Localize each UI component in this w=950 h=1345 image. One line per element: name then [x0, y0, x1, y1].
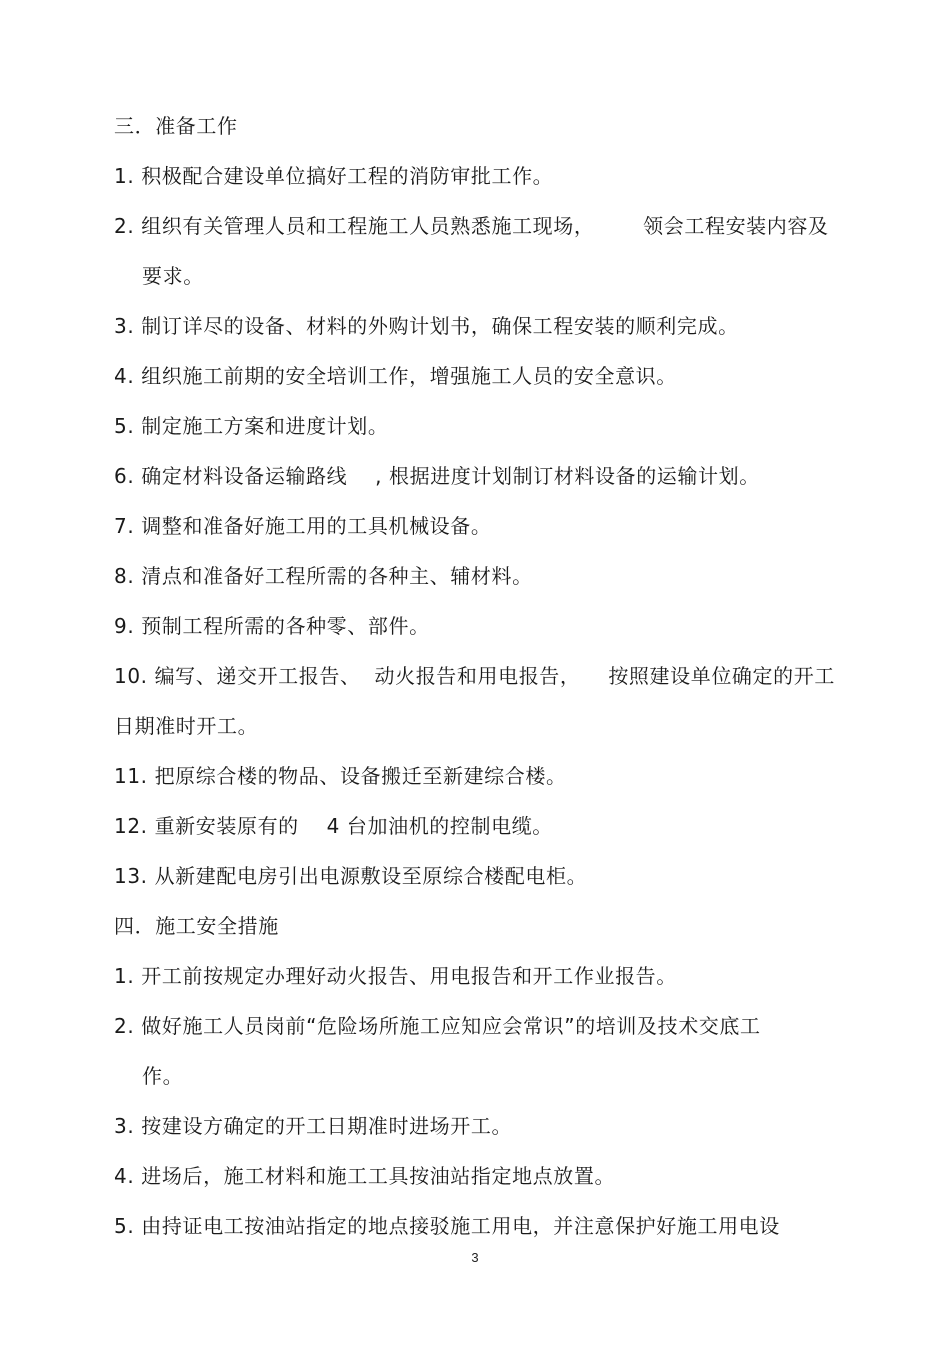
list-item-number: 7. [114, 514, 135, 538]
list-item [114, 663, 835, 689]
list-item-text: 组织有关管理人员和工程施工人员熟悉施工现场， 领会工程安装内容及 [141, 214, 829, 238]
list-item-text: 按建设方确定的开工日期准时进场开工。 [141, 1114, 513, 1138]
list-item [114, 763, 567, 789]
list-item [114, 463, 760, 489]
list-item [114, 163, 553, 189]
list-item-text: 调整和准备好施工用的工具机械设备。 [141, 514, 492, 538]
list-item-text: 确定材料设备运输路线 , 根据进度计划制订材料设备的运输计划。 [141, 464, 760, 488]
list-item-text: 清点和准备好工程所需的各种主、辅材料。 [141, 564, 533, 588]
list-item-number: 4. [114, 1164, 135, 1188]
list-item [114, 363, 677, 389]
list-item-number: 8. [114, 564, 135, 588]
list-item [114, 863, 587, 889]
list-item-text: 积极配合建设单位搞好工程的消防审批工作。 [141, 164, 554, 188]
list-item-text: 编写、递交开工报告、 动火报告和用电报告， 按照建设单位确定的开工 [154, 664, 835, 688]
list-item-number: 2. [114, 214, 135, 238]
list-item-text: 制定施工方案和进度计划。 [141, 414, 389, 438]
list-item-number: 13. [114, 864, 148, 888]
list-item [114, 313, 739, 339]
list-item-continuation: 要求。 [142, 264, 204, 288]
list-item-number: 5. [114, 414, 135, 438]
list-item-text: 组织施工前期的安全培训工作，增强施工人员的安全意识。 [141, 364, 677, 388]
list-item-number: 12. [114, 814, 148, 838]
page-number: 3 [471, 1250, 479, 1265]
section-heading: 四．施工安全措施 [114, 914, 279, 938]
list-item [114, 413, 388, 439]
list-item [114, 563, 533, 589]
list-item [114, 1013, 761, 1039]
list-item-text: 制订详尽的设备、材料的外购计划书，确保工程安装的顺利完成。 [141, 314, 739, 338]
list-item [114, 213, 829, 239]
list-item [114, 813, 553, 839]
list-item-text: 进场后，施工材料和施工工具按油站指定地点放置。 [141, 1164, 616, 1188]
list-item-number: 3. [114, 1114, 135, 1138]
list-item [114, 963, 677, 989]
list-item-number: 6. [114, 464, 135, 488]
list-item-number: 5. [114, 1214, 135, 1238]
section-heading: 三．准备工作 [114, 114, 238, 138]
list-item-number: 3. [114, 314, 135, 338]
list-item-number: 1. [114, 964, 135, 988]
list-item-number: 2. [114, 1014, 135, 1038]
list-item [114, 513, 491, 539]
list-item-number: 4. [114, 364, 135, 388]
list-item-text: 从新建配电房引出电源敷设至原综合楼配电柜。 [154, 864, 588, 888]
list-item [114, 613, 430, 639]
list-item-continuation: 日期准时开工。 [114, 714, 259, 738]
list-item-text: 预制工程所需的各种零、部件。 [141, 614, 430, 638]
list-item-number: 1. [114, 164, 135, 188]
list-item-number: 10. [114, 664, 148, 688]
list-item-text: 做好施工人员岗前“危险场所施工应知应会常识”的培训及技术交底工 [141, 1014, 761, 1038]
list-item [114, 1113, 512, 1139]
list-item-text: 重新安装原有的 4 台加油机的控制电缆。 [154, 814, 553, 838]
list-item-number: 11. [114, 764, 148, 788]
list-item [114, 1163, 615, 1189]
list-item [114, 1213, 780, 1239]
list-item-continuation: 作。 [142, 1064, 184, 1088]
list-item-text: 开工前按规定办理好动火报告、用电报告和开工作业报告。 [141, 964, 677, 988]
list-item-text: 把原综合楼的物品、设备搬迁至新建综合楼。 [154, 764, 567, 788]
list-item-number: 9. [114, 614, 135, 638]
list-item-text: 由持证电工按油站指定的地点接驳施工用电，并注意保护好施工用电设 [141, 1214, 780, 1238]
